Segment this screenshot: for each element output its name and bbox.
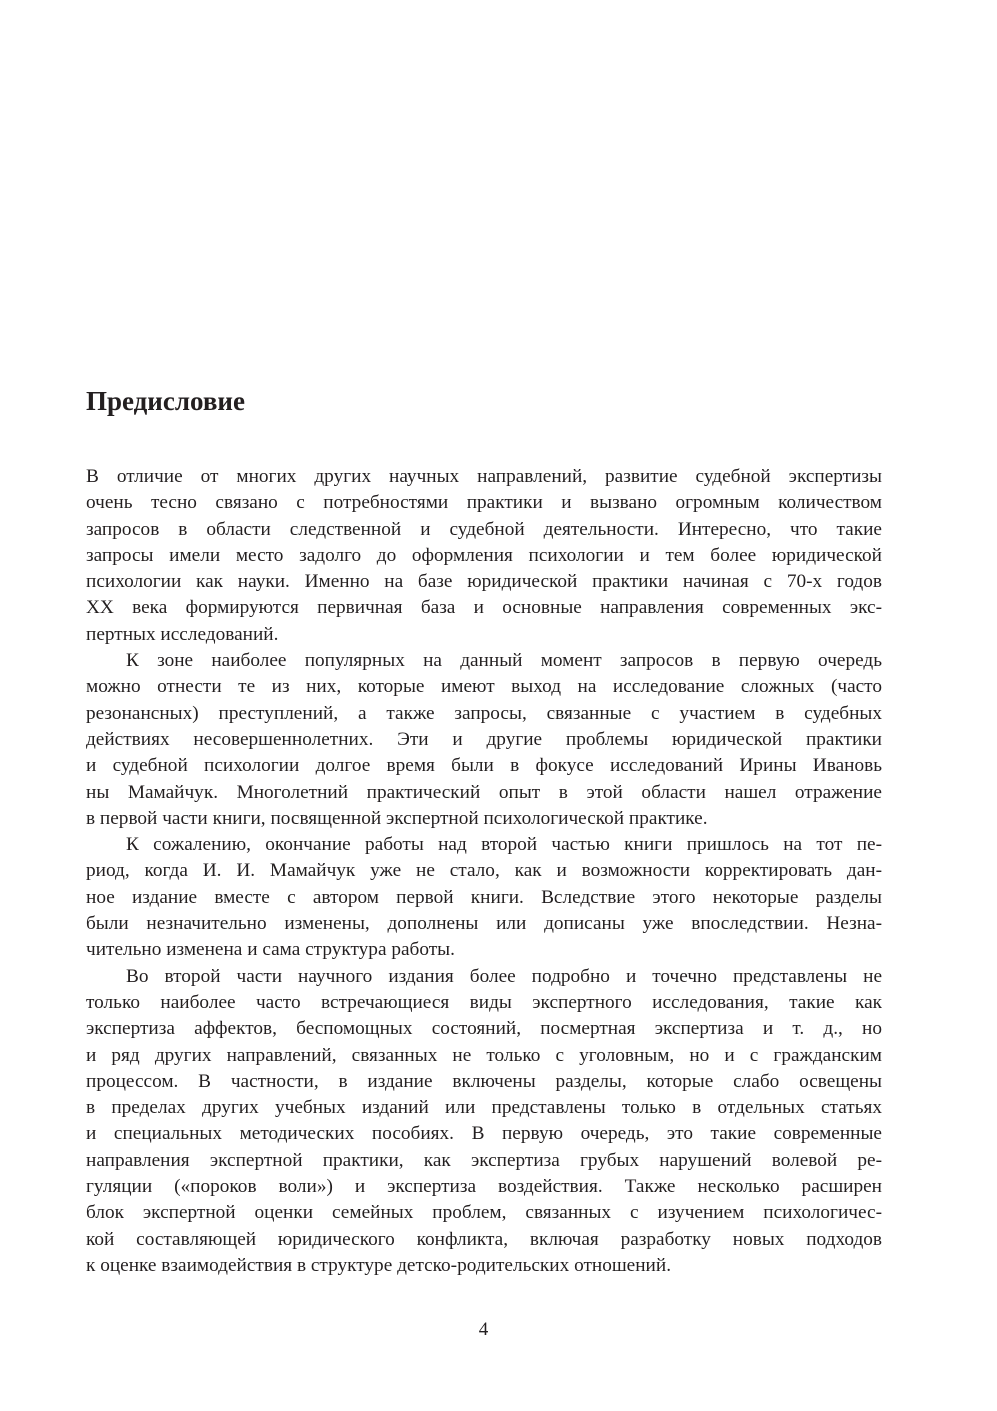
text-line: В отличие от многих других научных направлений, развитие судебной экспертизы (86, 466, 882, 487)
paragraph (86, 964, 882, 1280)
text-line: ное издание вместе с автором первой книги. Вследствие этого некоторые разделы (86, 886, 882, 908)
text-line: Во второй части научного издания более подробно и точечно представлены не (126, 965, 882, 987)
text-line: только наиболее часто встречающиеся виды экспертного исследования, такие как (86, 991, 882, 1013)
text-line: запросы имели место задолго до оформления психологии и тем более юридической (86, 544, 882, 566)
text-line: очень тесно связано с потребностями практики и вызвано огромным количеством (86, 492, 882, 514)
text-line: чительно изменена и сама структура работы. (86, 939, 455, 961)
paragraph (86, 464, 882, 648)
body-text (86, 464, 882, 1279)
chapter-heading: Предисловие (86, 386, 245, 416)
text-line: резонансных) преступлений, а также запросы, связанные с участием в судебных (86, 702, 882, 724)
text-line: запросов в области следственной и судебной деятельности. Интересно, что такие (86, 518, 882, 540)
text-line: были незначительно изменены, дополнены или дописаны уже впоследствии. Незна- (86, 913, 882, 935)
text-line: XX века формируются первичная база и основные направления современных экс- (86, 597, 882, 619)
paragraph (86, 832, 882, 963)
text-line: психологии как науки. Именно на базе юридической практики начиная с 70-х годов (86, 571, 882, 593)
text-line: ны Мамайчук. Многолетний практический опыт в этой области нашел отражение (86, 781, 882, 803)
text-line: направления экспертной практики, как экспертиза грубых нарушений волевой ре- (86, 1149, 882, 1171)
text-line: процессом. В частности, в издание включены разделы, которые слабо освещены (86, 1070, 882, 1092)
text-line: блок экспертной оценки семейных проблем, связанных с изучением психологичес- (86, 1202, 882, 1224)
text-line: пертных исследований. (86, 623, 279, 645)
text-line: действиях несовершеннолетних. Эти и другие проблемы юридической практики (86, 728, 882, 750)
text-line: и судебной психологии долгое время были в фокусе исследований Ирины Ивановь (86, 755, 882, 777)
text-line: экспертиза аффектов, беспомощных состояний, посмертная экспертиза и т. д., но (86, 1018, 882, 1040)
text-line: можно отнести те из них, которые имеют выход на исследование сложных (часто (86, 676, 882, 698)
text-line: К сожалению, окончание работы над второй частью книги пришлось на тот пе- (126, 834, 882, 856)
paragraph (86, 648, 882, 832)
text-line: в первой части книги, посвященной экспертной психологической практике. (86, 807, 708, 829)
text-line: и специальных методических пособиях. В первую очередь, это такие современные (86, 1123, 882, 1145)
text-line: К зоне наиболее популярных на данный момент запросов в первую очередь (126, 650, 882, 672)
text-line: риод, когда И. И. Мамайчук уже не стало, как и возможности корректировать дан- (86, 860, 882, 882)
text-line: и ряд других направлений, связанных не только с уголовным, но и с гражданским (86, 1044, 882, 1066)
text-line: в пределах других учебных изданий или представлены только в отдельных статьях (86, 1097, 882, 1119)
page-number: 4 (478, 1319, 489, 1340)
text-line: к оценке взаимодействия в структуре детско-родительских отношений. (86, 1254, 672, 1276)
text-line: гуляции («пороков воли») и экспертиза воздействия. Также несколько расширен (86, 1176, 882, 1198)
text-line: кой составляющей юридического конфликта, включая разработку новых подходов (86, 1228, 882, 1250)
